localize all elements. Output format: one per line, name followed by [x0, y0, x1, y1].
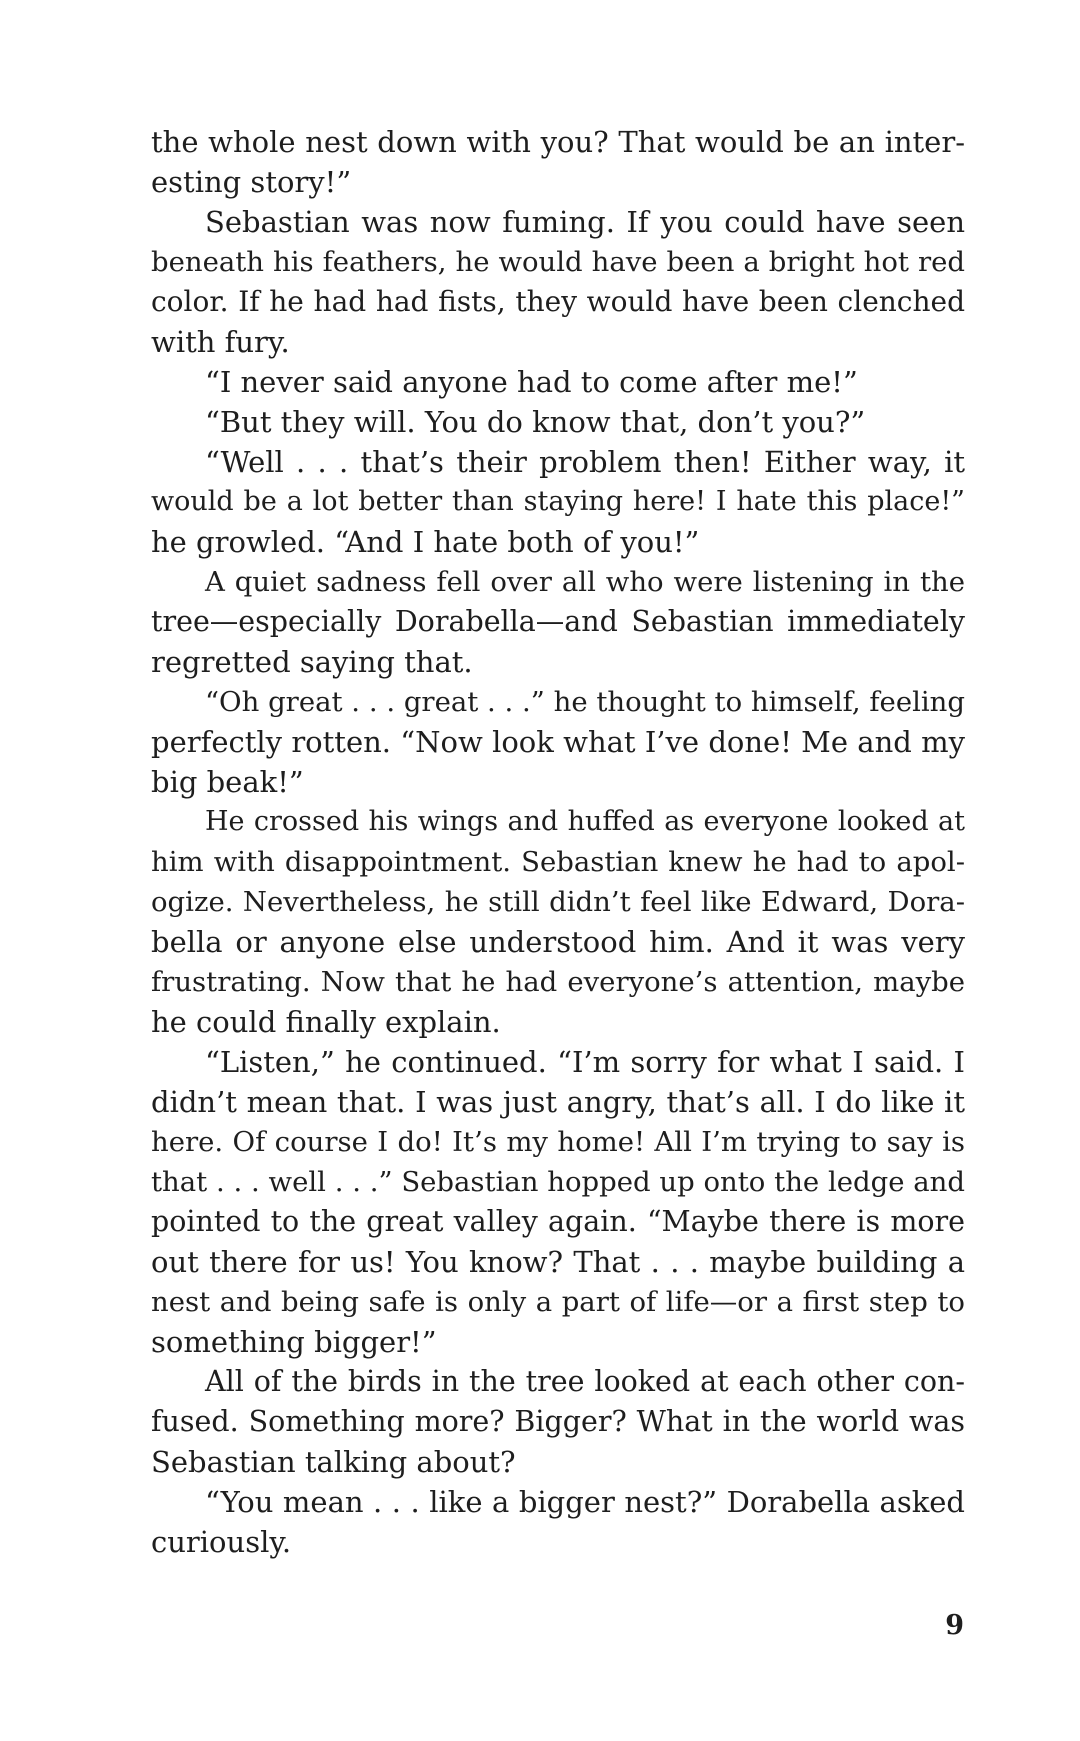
body-text [151, 122, 965, 1562]
text-line: curiously. [151, 1525, 292, 1559]
text-line: fused. Something more? Bigger? What in the world was [151, 1405, 965, 1438]
text-line: ogize. Nevertheless, he still didn’t feel like Edward, Dora- [151, 886, 965, 918]
page-number: 9 [945, 1610, 964, 1641]
text-line: All of the birds in the tree looked at each other con- [205, 1365, 965, 1398]
text-line: frustrating. Now that he had everyone’s attention, maybe [151, 966, 965, 998]
text-line: he could finally explain. [151, 1005, 501, 1039]
text-line: A quiet sadness fell over all who were listening in the [205, 566, 965, 598]
text-line: esting story!” [151, 165, 352, 199]
text-line: beneath his feathers, he would have been a bright hot red [151, 246, 965, 278]
text-line: regretted saying that. [151, 645, 473, 679]
text-line: out there for us! You know? That . . . maybe building a [151, 1245, 965, 1279]
text-line: “Listen,” he continued. “I’m sorry for what I said. I [205, 1045, 965, 1079]
text-line: Sebastian talking about? [151, 1445, 516, 1479]
text-line: “You mean . . . like a bigger nest?” Dorabella asked [205, 1485, 965, 1519]
text-line: “I never said anyone had to come after me!” [205, 365, 858, 399]
text-line: here. Of course I do! It’s my home! All I’m trying to say is [151, 1126, 965, 1158]
text-line: that . . . well . . .” Sebastian hopped up onto the ledge and [151, 1166, 965, 1198]
text-line: nest and being safe is only a part of life—or a first step to [151, 1286, 965, 1318]
text-line: color. If he had had fists, they would have been clenched [151, 285, 965, 318]
text-line: didn’t mean that. I was just angry, that’s all. I do like it [151, 1085, 965, 1119]
text-line: big beak!” [151, 765, 304, 799]
text-line: something bigger!” [151, 1325, 437, 1359]
text-line: “Well . . . that’s their problem then! Either way, it [205, 445, 965, 479]
text-line: perfectly rotten. “Now look what I’ve done! Me and my [151, 725, 965, 759]
text-line: “Oh great . . . great . . .” he thought to himself, feeling [205, 686, 965, 718]
text-line: Sebastian was now fuming. If you could have seen [205, 205, 965, 239]
text-line: pointed to the great valley again. “Maybe there is more [151, 1205, 965, 1238]
text-line: tree—especially Dorabella—and Sebastian immediately [151, 605, 965, 638]
text-line: with fury. [151, 325, 290, 359]
text-line: bella or anyone else understood him. And it was very [151, 925, 965, 959]
text-line: “But they will. You do know that, don’t you?” [205, 405, 866, 439]
text-line: him with disappointment. Sebastian knew he had to apol- [151, 846, 965, 878]
text-line: he growled. “And I hate both of you!” [151, 525, 700, 559]
text-line: the whole nest down with you? That would be an inter- [151, 125, 965, 159]
text-line: would be a lot better than staying here! I hate this place!” [151, 486, 965, 517]
text-line: He crossed his wings and huffed as everyone looked at [205, 806, 965, 837]
